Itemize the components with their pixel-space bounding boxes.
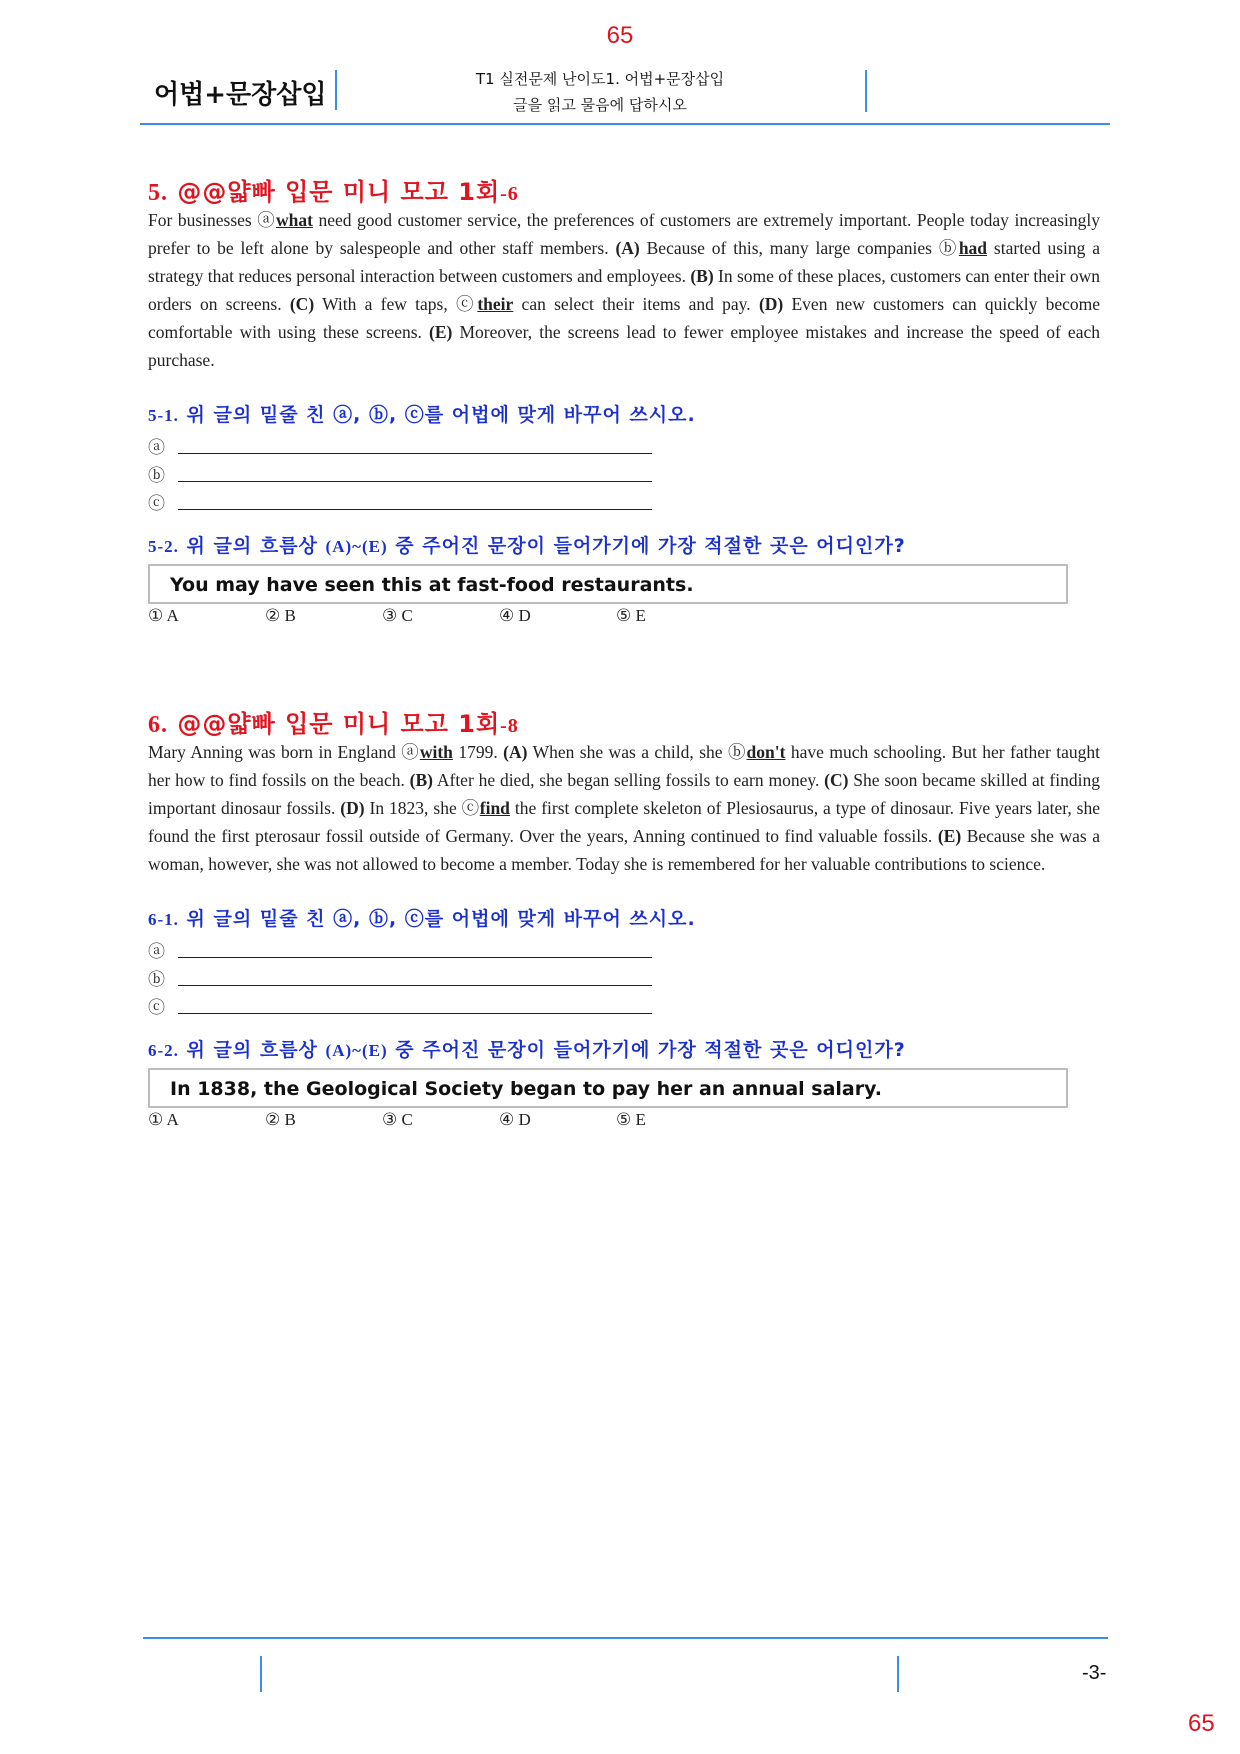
choice-5[interactable]: ⑤ E xyxy=(616,606,646,625)
position-E: (E) xyxy=(937,826,962,846)
marker-c: ⓒ xyxy=(461,798,480,818)
position-C: (C) xyxy=(824,770,849,790)
position-C: (C) xyxy=(289,294,315,314)
question-section-6 xyxy=(148,704,1100,1134)
marker-a: ⓐ xyxy=(401,742,420,762)
marker-a: ⓐ xyxy=(257,210,276,230)
position-D: (D) xyxy=(340,798,365,818)
answer-choices xyxy=(148,1108,1100,1134)
question-5-1: 5-1. 위 글의 밑줄 친 ⓐ, ⓑ, ⓒ를 어법에 맞게 바꾸어 쓰시오. xyxy=(148,404,696,426)
position-E: (E) xyxy=(429,322,453,342)
answer-line-b[interactable]: ⓑ xyxy=(148,461,1100,489)
underlined-word-a: with xyxy=(419,742,453,762)
passage: Mary Anning was born in England ⓐwith 1799. (A) When she was a child, she ⓑdon't have much schooling. But her father taught her how to find fossils on the beach. (B) After he died, she began selling fossils to earn money. (C) She soon became skilled at finding important dinosaur fossils. (D) In 1823, she ⓒfind the first complete skeleton of Plesiosaurus, a type of dinosaur. Five years later, she found the first pterosaur fossil outside of Germany. Over the years, Anning continued to find valuable fossils. (E) Because she was a woman, however, she was not allowed to become a member. Today she is remembered for her valuable contributions to science. xyxy=(148,742,1101,874)
marker-b: ⓑ xyxy=(727,742,747,762)
footer-divider-left xyxy=(260,1656,262,1692)
footer-page-number: -3- xyxy=(1082,1662,1107,1684)
choice-2[interactable]: ② B xyxy=(265,1110,296,1129)
position-B: (B) xyxy=(690,266,714,286)
footer-divider-right xyxy=(897,1656,899,1692)
underlined-word-a: what xyxy=(275,210,313,230)
question-5-2: 5-2. 위 글의 흐름상 (A)~(E) 중 주어진 문장이 들어가기에 가장 적절한 곳은 어디인가? xyxy=(148,535,906,557)
question-6-1: 6-1. 위 글의 밑줄 친 ⓐ, ⓑ, ⓒ를 어법에 맞게 바꾸어 쓰시오. xyxy=(148,908,696,930)
underlined-word-c: their xyxy=(477,294,514,314)
answer-line-a[interactable]: ⓐ xyxy=(148,433,1100,461)
choice-5[interactable]: ⑤ E xyxy=(616,1110,646,1129)
header-divider-right xyxy=(865,70,867,112)
choice-4[interactable]: ④ D xyxy=(499,1110,531,1129)
choice-2[interactable]: ② B xyxy=(265,606,296,625)
header-subtitle-line2: 글을 읽고 물음에 답하시오 xyxy=(513,96,687,114)
underlined-word-b: don't xyxy=(746,742,786,762)
header-title: 어법+문장삽입 xyxy=(154,80,327,110)
position-A: (A) xyxy=(503,742,528,762)
choice-3[interactable]: ③ C xyxy=(382,1110,413,1129)
choice-3[interactable]: ③ C xyxy=(382,606,413,625)
choice-4[interactable]: ④ D xyxy=(499,606,531,625)
page-number-bottom: 65 xyxy=(1188,1710,1215,1737)
position-B: (B) xyxy=(409,770,433,790)
section-title: 6. @@얇빠 입문 미니 모고 1회-8 xyxy=(148,710,519,738)
choice-1[interactable]: ① A xyxy=(148,606,179,625)
position-A: (A) xyxy=(615,238,640,258)
position-D: (D) xyxy=(758,294,784,314)
answer-line-c[interactable]: ⓒ xyxy=(148,993,1100,1021)
passage: For businesses ⓐwhat need good customer service, the preferences of customers are extremely important. People today increasingly prefer to be left alone by salespeople and other staff members. (A) Because of this, many large companies ⓑhad started using a strategy that reduces personal interaction between customers and employees. (B) In some of these places, customers can enter their own orders on screens. (C) With a few taps, ⓒtheir can select their items and pay. (D) Even new customers can quickly become comfortable with using these screens. (E) Moreover, the screens lead to fewer employee mistakes and increase the speed of each purchase. xyxy=(148,210,1101,370)
marker-c: ⓒ xyxy=(455,294,478,314)
answer-line-c[interactable]: ⓒ xyxy=(148,489,1100,517)
page-header xyxy=(140,62,1110,124)
question-6-2: 6-2. 위 글의 흐름상 (A)~(E) 중 주어진 문장이 들어가기에 가장 적절한 곳은 어디인가? xyxy=(148,1039,906,1061)
choice-1[interactable]: ① A xyxy=(148,1110,179,1129)
underlined-word-c: find xyxy=(479,798,510,818)
header-subtitle-line1: T1 실전문제 난이도1. 어법+문장삽입 xyxy=(475,70,725,88)
section-title: 5. @@얇빠 입문 미니 모고 1회-6 xyxy=(148,178,519,206)
answer-choices xyxy=(148,604,1100,630)
answer-line-a[interactable]: ⓐ xyxy=(148,937,1100,965)
question-section-5 xyxy=(148,172,1100,630)
page-number-top: 65 xyxy=(606,22,634,49)
footer-rule xyxy=(143,1637,1108,1639)
answer-line-b[interactable]: ⓑ xyxy=(148,965,1100,993)
given-sentence-box: In 1838, the Geological Society began to pay her an annual salary. xyxy=(148,1068,1068,1108)
header-rule xyxy=(140,123,1110,125)
marker-b: ⓑ xyxy=(938,238,959,258)
header-divider-left xyxy=(335,70,337,110)
header-subtitle xyxy=(380,66,820,118)
underlined-word-b: had xyxy=(958,238,988,258)
given-sentence-box: You may have seen this at fast-food restaurants. xyxy=(148,564,1068,604)
